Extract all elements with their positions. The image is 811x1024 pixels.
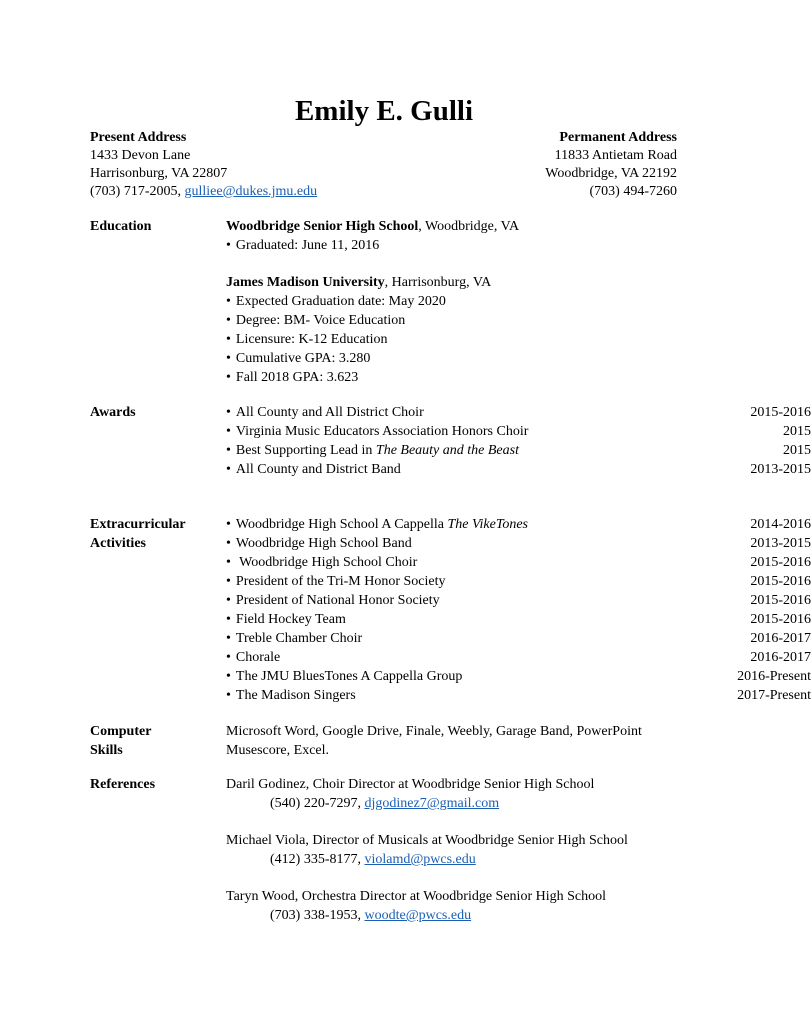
list-item: • Fall 2018 GPA: 3.623 <box>226 368 676 387</box>
activity-italic-title: The VikeTones <box>447 517 528 532</box>
activity-text: Woodbridge High School A Cappella <box>235 517 448 532</box>
present-email-link[interactable]: gulliee@dukes.jmu.edu <box>184 184 318 199</box>
references-label: References <box>90 777 156 792</box>
activity-item <box>226 686 811 705</box>
activity-years: 2014-2016 <box>750 517 811 532</box>
school2-line <box>226 273 676 292</box>
award-years: 2015 <box>783 424 811 439</box>
list-item: • Expected Graduation date: May 2020 <box>226 292 676 311</box>
education-label: Education <box>90 219 152 234</box>
present-address <box>90 129 317 201</box>
school2-location: , Harrisonburg, VA <box>384 275 492 290</box>
reference-email-link[interactable]: woodte@pwcs.edu <box>364 908 472 923</box>
activity-text: President of National Honor Society <box>235 593 440 608</box>
activity-text: The Madison Singers <box>235 688 356 703</box>
extracurricular-content <box>226 515 811 705</box>
activity-item <box>226 572 811 591</box>
reference-contact <box>226 906 676 925</box>
activity-years: 2016-Present <box>737 669 811 684</box>
reference-phone: (703) 338-1953, <box>270 908 365 923</box>
spacer <box>226 813 676 831</box>
reference-contact <box>226 850 676 869</box>
computer-skills-label-line1: Computer <box>90 724 152 739</box>
awards-content <box>226 403 811 479</box>
education-content <box>226 217 676 387</box>
activity-text: Woodbridge High School Band <box>235 536 412 551</box>
activity-item <box>226 667 811 686</box>
activity-years: 2017-Present <box>737 688 811 703</box>
award-item <box>226 441 811 460</box>
activity-item <box>226 515 811 534</box>
extracurricular-label-line2: Activities <box>90 536 146 551</box>
activity-years: 2015-2016 <box>750 574 811 589</box>
present-phone: (703) 717-2005, <box>90 184 185 199</box>
activity-item <box>226 610 811 629</box>
award-text: All County and All District Choir <box>235 405 424 420</box>
awards-label: Awards <box>90 405 136 420</box>
present-address-line2: Harrisonburg, VA 22807 <box>90 166 228 181</box>
reference-phone: (540) 220-7297, <box>270 796 365 811</box>
list-item: • Graduated: June 11, 2016 <box>226 236 676 255</box>
references-content <box>226 775 676 925</box>
permanent-address-heading: Permanent Address <box>559 130 677 145</box>
activity-years: 2016-2017 <box>750 631 811 646</box>
activity-item <box>226 553 811 572</box>
school1-line <box>226 217 676 236</box>
award-text: Virginia Music Educators Association Honors Choir <box>235 424 529 439</box>
activity-years: 2015-2016 <box>750 555 811 570</box>
award-text: All County and District Band <box>235 462 401 477</box>
activity-text: The JMU BluesTones A Cappella Group <box>235 669 463 684</box>
award-years: 2015-2016 <box>750 405 811 420</box>
computer-skills-content <box>226 722 676 760</box>
reference-name: Daril Godinez, Choir Director at Woodbridge Senior High School <box>226 777 595 792</box>
activity-item <box>226 591 811 610</box>
computer-skills-label-line2: Skills <box>90 743 123 758</box>
spacer <box>226 869 676 887</box>
present-address-heading: Present Address <box>90 130 187 145</box>
permanent-address-line2: Woodbridge, VA 22192 <box>545 166 677 181</box>
extracurricular-label-line1: Extracurricular <box>90 517 186 532</box>
reference-email-link[interactable]: violamd@pwcs.edu <box>364 852 476 867</box>
school1-name: Woodbridge Senior High School <box>226 219 419 234</box>
skills-line2: Musescore, Excel. <box>226 743 330 758</box>
activity-text: Woodbridge High School Choir <box>235 555 418 570</box>
award-item <box>226 403 811 422</box>
reference-email-link[interactable]: djgodinez7@gmail.com <box>364 796 500 811</box>
present-address-line1: 1433 Devon Lane <box>90 148 191 163</box>
award-years: 2015 <box>783 443 811 458</box>
activity-item <box>226 534 811 553</box>
extracurricular-label <box>90 515 220 553</box>
activity-text: Chorale <box>235 650 281 665</box>
activity-years: 2015-2016 <box>750 612 811 627</box>
activity-text: Treble Chamber Choir <box>235 631 363 646</box>
award-years: 2013-2015 <box>750 462 811 477</box>
reference-name: Michael Viola, Director of Musicals at Woodbridge Senior High School <box>226 833 628 848</box>
spacer <box>226 255 676 273</box>
list-item: • Licensure: K-12 Education <box>226 330 676 349</box>
school2-name: James Madison University <box>226 275 385 290</box>
activity-item <box>226 648 811 667</box>
award-item <box>226 460 811 479</box>
permanent-address-line1: 11833 Antietam Road <box>554 148 677 163</box>
reference-contact <box>226 794 676 813</box>
computer-skills-label <box>90 722 220 760</box>
permanent-address <box>545 129 677 201</box>
award-item <box>226 422 811 441</box>
activity-item <box>226 629 811 648</box>
list-item: • Degree: BM- Voice Education <box>226 311 676 330</box>
activity-text: President of the Tri-M Honor Society <box>235 574 446 589</box>
school1-location: , Woodbridge, VA <box>418 219 520 234</box>
reference-phone: (412) 335-8177, <box>270 852 365 867</box>
activity-years: 2015-2016 <box>750 593 811 608</box>
skills-line1: Microsoft Word, Google Drive, Finale, Weebly, Garage Band, PowerPoint <box>226 724 642 739</box>
award-italic-title: The Beauty and the Beast <box>375 443 519 458</box>
permanent-phone: (703) 494-7260 <box>589 184 677 199</box>
activity-text: Field Hockey Team <box>235 612 346 627</box>
activity-years: 2016-2017 <box>750 650 811 665</box>
award-text: Best Supporting Lead in <box>235 443 376 458</box>
list-item: • Cumulative GPA: 3.280 <box>226 349 676 368</box>
resume-name: Emily E. Gulli <box>294 95 474 127</box>
reference-name: Taryn Wood, Orchestra Director at Woodbridge Senior High School <box>226 889 606 904</box>
present-contact <box>90 183 317 201</box>
activity-years: 2013-2015 <box>750 536 811 551</box>
